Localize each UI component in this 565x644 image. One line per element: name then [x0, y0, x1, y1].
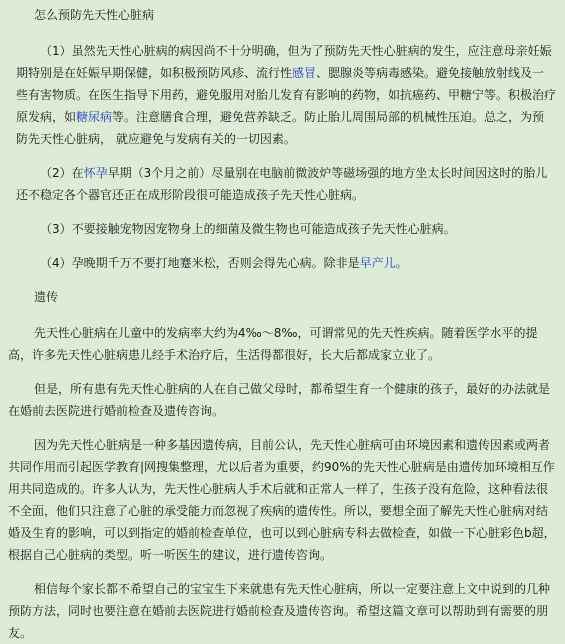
link-diabetes[interactable]: 糖尿病: [76, 110, 113, 124]
prevention-item-1: [8, 40, 556, 150]
prevention-item-4: [8, 252, 556, 274]
item-1-text-c: 等。注意膳食合理，避免营养缺乏。防止胎儿周围局部的机械性压迫。总之，为预防先天性心脏病， 就应避免与发病有关的一切因素。: [16, 110, 545, 146]
item-4-text-a: （4）孕晚期千万不要打地蹇米松，否则会得先心病。除非是: [40, 256, 360, 270]
link-premature-infant[interactable]: 早产儿: [359, 256, 396, 270]
paragraph-parents: 但是，所有患有先天性心脏病的人在自己做父母时，都希望生育一个健康的孩子，最好的办法就是在婚前去医院进行婚前检查及遗传咨询。: [8, 382, 551, 418]
link-cold[interactable]: 感冒: [292, 66, 317, 80]
item-2-text-b: 早期（3个月之前）尽量别在电脑前微波炉等磁场强的地方坐太长时间因这时的胎儿还不稳定各个器官还正在成形阶段很可能造成孩子先天性心脏病。: [16, 166, 548, 202]
paragraph-genetics: 因为先天性心脏病是一种多基因遗传病，目前公认，先天性心脏病可由环境因素和遗传因素或两者共同作用而引起医学教育|网搜集整理，尤以后者为重要，约90%的先天性心脏病是由遗传加环境相互作用共同造成的。许多人认为，先天性心脏病人手术后就和正常人一样了，生孩子没有危险，这种看法很不全面，他们只注意了心脏的承受能力而忽视了疾病的遗传性。所以，要想全面了解先天性心脏病对结婚及生育的影响，可以到指定的婚前检查单位，也可以到心脏病专科去做检查，如做一下心脏彩色b超，根据自己心脏病的类型。听一听医生的建议，进行遗传咨询。: [8, 438, 556, 562]
item-2-text-a: （2）在: [40, 166, 84, 180]
item-4-text-b: 。: [395, 256, 408, 270]
prevention-item-2: [8, 162, 556, 206]
paragraph-incidence: 先天性心脏病在儿童中的发病率大约为4‰～8‰，可谓常见的先天性疾病。随着医学水平的提高，许多先天性心脏病患儿经手术治疗后，生活得都很好，长大后都成家立业了。: [8, 326, 538, 362]
item-1-text-a: （1）虽然先天性心脏病的病因尚不十分明确，但为了预防先天性心脏病的发生，应注意母亲妊娠期特别是在妊娠早期保健，如积极预防风疹、流行性: [16, 44, 552, 80]
item-1-text-b: 、腮腺炎等病毒感染。避免接触放射线及一些有害物质。在医生指导下用药，避免服用对胎儿发育有影响的药物，如抗癌药、甲糖宁等。积极治疗原发病，如: [16, 66, 557, 124]
link-pregnancy[interactable]: 怀孕: [83, 166, 108, 180]
paragraph-conclusion: 相信每个家长都不希望自己的宝宝生下来就患有先天性心脏病，所以一定要注意上文中说到的几种预防方法，同时也要注意在婚前去医院进行婚前检查及遗传咨询。希望这篇文章可以帮助到有需要的朋友。: [8, 582, 551, 640]
prevention-item-3: （3）不要接触宠物因宠物身上的细菌及微生物也可能造成孩子先天性心脏病。: [40, 222, 456, 236]
article-title: 怎么预防先天性心脏病: [34, 8, 155, 22]
section-heading-heredity: 遗传: [34, 290, 59, 304]
